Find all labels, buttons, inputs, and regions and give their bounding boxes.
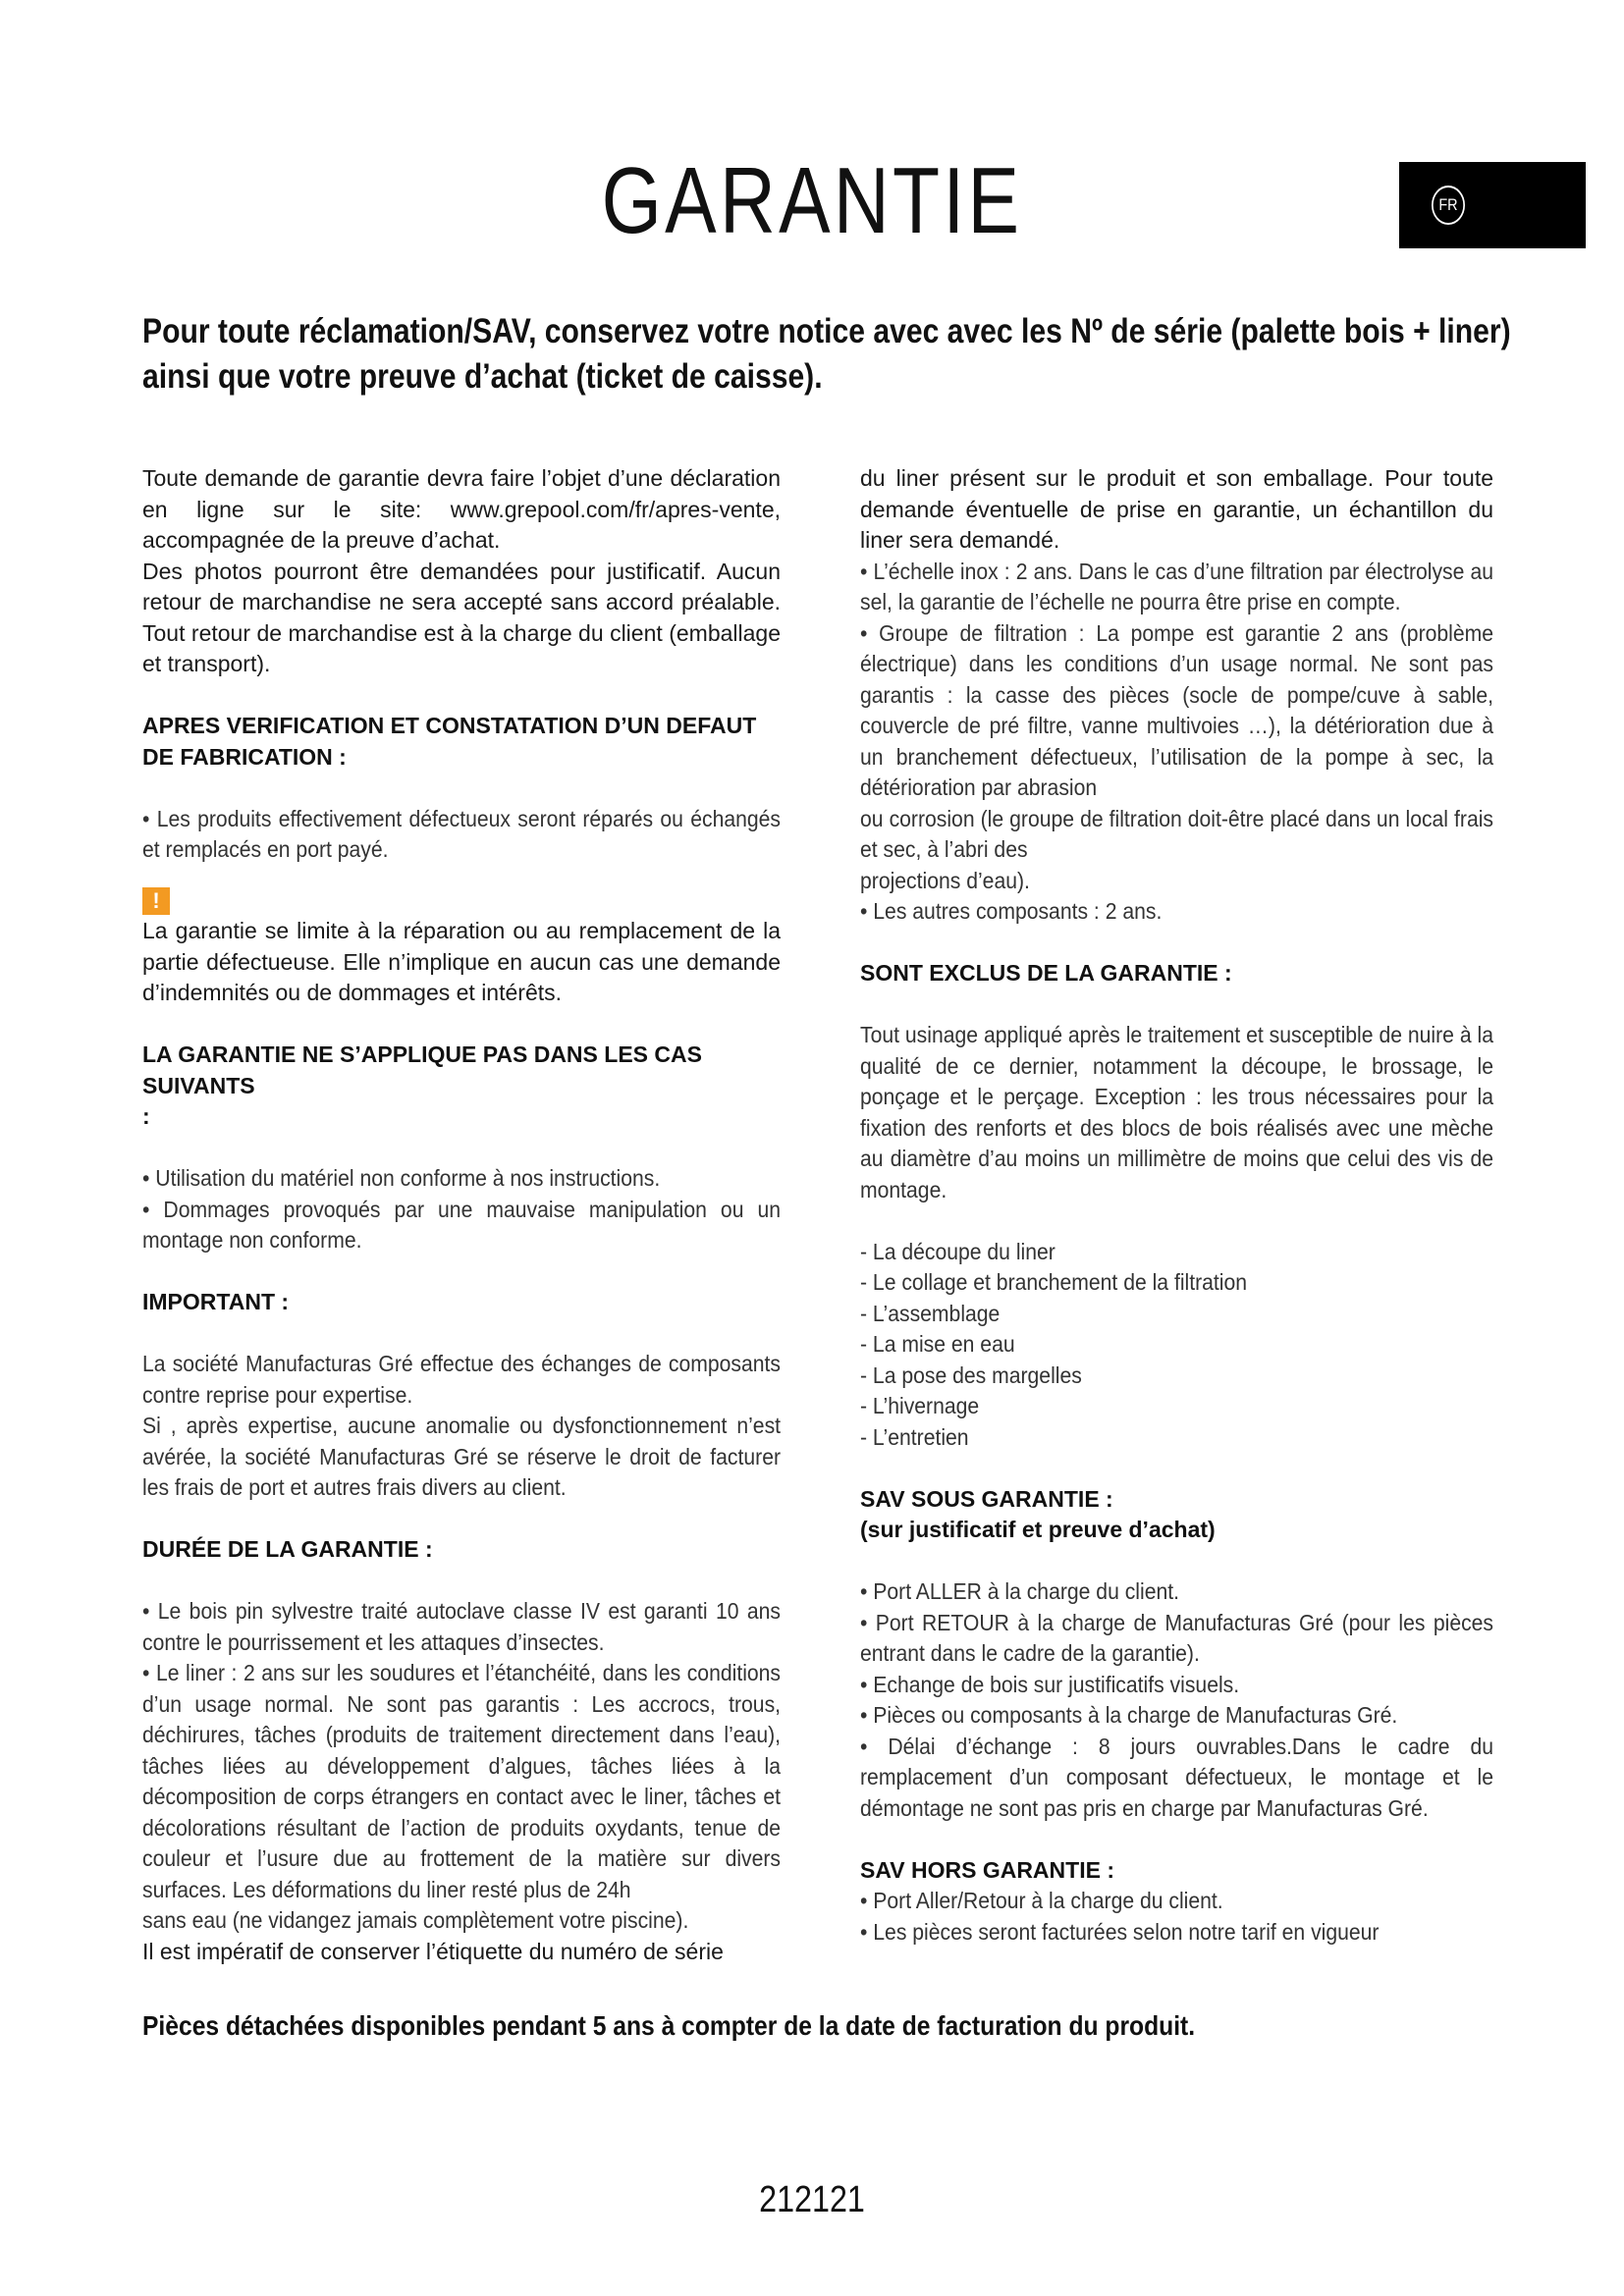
- warning-icon: !: [142, 887, 170, 915]
- excluded-heading: SONT EXCLUS DE LA GARANTIE :: [860, 960, 1232, 986]
- sav-item: • Pièces ou composants à la charge de Manufacturas Gré.: [860, 1702, 1398, 1728]
- page-number: 212121: [759, 2179, 865, 2220]
- sav-hors-item: • Les pièces seront facturées selon notre tarif en vigueur: [860, 1918, 1380, 1945]
- exclusion-item: • Dommages provoqués par une mauvaise manipulation ou un montage non conforme.: [142, 1196, 782, 1253]
- exclusion-item: • Utilisation du matériel non conforme à nos instructions.: [142, 1165, 661, 1191]
- exclusions-heading: LA GARANTIE NE S’APPLIQUE PAS DANS LES CAS SUIVANTS :: [142, 1041, 702, 1129]
- defect-item: • Les produits effectivement défectueux seront réparés ou échangés et remplacés en port payé.: [142, 805, 782, 862]
- sav-item: • Port ALLER à la charge du client.: [860, 1578, 1180, 1604]
- other-components-warranty: • Les autres composants : 2 ans.: [860, 898, 1163, 924]
- ladder-warranty: • L’échelle inox : 2 ans. Dans le cas d’une filtration par électrolyse au sel, la garantie de l’échelle ne pourra être prise en compte.: [860, 558, 1494, 614]
- corrosion-text: projections d’eau).: [860, 867, 1030, 893]
- sav-item: • Délai d’échange : 8 jours ouvrables.Dans le cadre du remplacement d’un composant défectueux, le montage et le démontage ne sont pas pris en charge par Manufacturas Gré.: [860, 1733, 1494, 1821]
- defect-heading: APRES VERIFICATION ET CONSTATATION D’UN DEFAUT DE FABRICATION :: [142, 713, 757, 770]
- excluded-list-item: - La mise en eau: [860, 1331, 1015, 1357]
- excluded-list-item: - La découpe du liner: [860, 1238, 1056, 1264]
- language-badge: FR: [1432, 186, 1465, 225]
- duration-item: Il est impératif de conserver l’étiquette du numéro de série: [142, 1938, 724, 1964]
- excluded-list-item: - Le collage et branchement de la filtration: [860, 1269, 1248, 1295]
- duration-item: • Le bois pin sylvestre traité autoclave classe IV est garanti 10 ans contre le pourrissement et les attaques d’insectes.: [142, 1598, 782, 1655]
- sav-subheading: (sur justificatif et preuve d’achat): [860, 1517, 1216, 1542]
- sav-hors-item: • Port Aller/Retour à la charge du client.: [860, 1888, 1223, 1913]
- excluded-list-item: - L’assemblage: [860, 1300, 1001, 1326]
- important-text: La société Manufacturas Gré effectue des échanges de composants contre reprise pour expertise.: [142, 1351, 782, 1408]
- warning-text: La garantie se limite à la réparation ou au remplacement de la partie défectueuse. Elle n’implique en aucun cas une demande d’indemnités ou de dommages et intérêts.: [142, 918, 781, 1005]
- sav-hors-heading: SAV HORS GARANTIE :: [860, 1856, 1114, 1883]
- intro-notice: Pour toute réclamation/SAV, conservez votre notice avec avec les Nº de série (palette bois + liner) ainsi que votre preuve d’achat (ticket de caisse).: [142, 312, 1511, 396]
- excluded-list-item: - La pose des margelles: [860, 1362, 1082, 1388]
- important-heading: IMPORTANT :: [142, 1289, 290, 1314]
- sav-item: • Echange de bois sur justificatifs visuels.: [860, 1671, 1240, 1697]
- right-column: [860, 463, 1493, 1948]
- machining-text: Tout usinage appliqué après le traitement et susceptible de nuire à la qualité de ce dernier, notamment la découpe, le brossage, le ponçage et le perçage. Exception : les trous nécessaires pour la fixation des renforts et des blocs de bois réalisés avec une mèche au diamètre d’au moins un millimètre de moins que celui des vis de montage.: [860, 1022, 1494, 1202]
- liner-continuation-text: du liner présent sur le produit et son emballage. Pour toute demande éventuelle de prise en garantie, un échantillon du liner sera demandé.: [860, 465, 1493, 553]
- excluded-list-item: - L’entretien: [860, 1423, 969, 1450]
- excluded-list-item: - L’hivernage: [860, 1393, 980, 1418]
- sav-item: • Port RETOUR à la charge de Manufacturas Gré (pour les pièces entrant dans le cadre de la garantie).: [860, 1609, 1494, 1666]
- photo-return-text: Des photos pourront être demandées pour justificatif. Aucun retour de marchandise ne sera accepté sans accord préalable. Tout retour de marchandise est à la charge du client (emballage et transport).: [142, 558, 781, 676]
- corrosion-text: ou corrosion (le groupe de filtration doit-être placé dans un local frais et sec, à l’abri des: [860, 805, 1494, 862]
- left-column: [142, 463, 781, 1967]
- page-title: GARANTIE: [601, 148, 1023, 253]
- important-text: Si , après expertise, aucune anomalie ou dysfonctionnement n’est avérée, la société Manufacturas Gré se réserve le droit de facturer les frais de port et autres frais divers au client.: [142, 1413, 782, 1500]
- language-tab: [1399, 162, 1586, 248]
- filtration-warranty: • Groupe de filtration : La pompe est garantie 2 ans (problème électrique) dans les conditions d’un usage normal. Ne sont pas garantis : la casse des pièces (socle de pompe/cuve à sable, couvercle de pré filtre, vanne multivoies …), la détérioration due à un branchement défectueux, l’utilisation de la pompe à sec, la détérioration par abrasion: [860, 619, 1494, 800]
- duration-heading: DURÉE DE LA GARANTIE :: [142, 1536, 433, 1562]
- duration-item: sans eau (ne vidangez jamais complètement votre piscine).: [142, 1907, 689, 1933]
- duration-item: • Le liner : 2 ans sur les soudures et l’étanchéité, dans les conditions d’un usage normal. Ne sont pas garantis : Les accrocs, trous, déchirures, tâches (produits de traitement directement dans l’eau), tâches liées au développement d’algues, tâches liées à la décomposition de corps étrangers en contact avec le liner, tâches et décolorations résultant de l’action de produits oxydants, tenue de couleur et l’usure due au frottement de la matière sur divers surfaces. Les déformations du liner resté plus de 24h: [142, 1660, 782, 1902]
- claim-procedure-text: Toute demande de garantie devra faire l’objet d’une déclaration en ligne sur le site: www.grepool.com/fr/apres-vente, accompagnée de la preuve d’achat.: [142, 465, 781, 553]
- sav-heading: SAV SOUS GARANTIE :: [860, 1485, 1113, 1512]
- spare-parts-note: Pièces détachées disponibles pendant 5 ans à compter de la date de facturation du produit.: [142, 2010, 1196, 2041]
